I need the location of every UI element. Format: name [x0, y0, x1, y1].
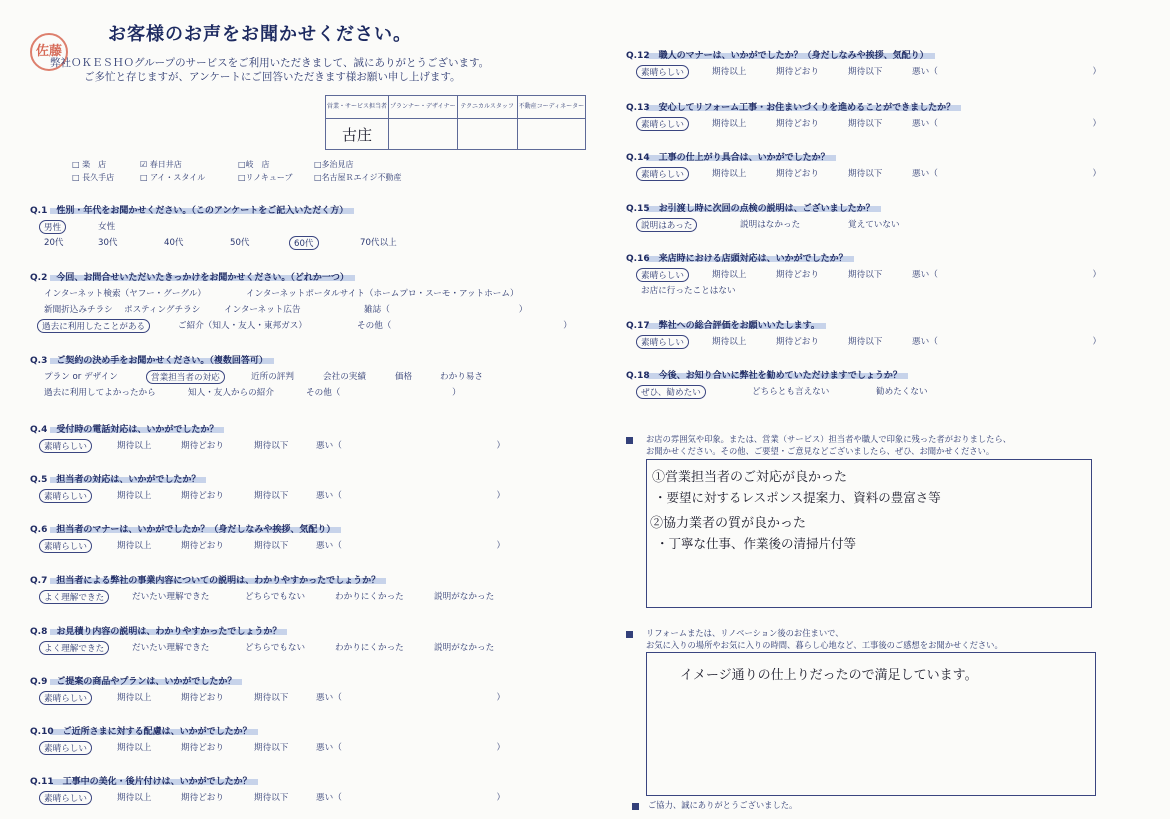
answer-option[interactable]: ポスティングチラシ	[124, 305, 201, 315]
answer-option[interactable]: 説明がなかった	[434, 643, 495, 653]
answer-option[interactable]: 40代	[164, 238, 184, 248]
answer-option[interactable]: 覚えていない	[848, 220, 900, 230]
store-checkbox[interactable]: □ 長久手店	[72, 173, 115, 182]
answer-option[interactable]: 悪い（ ）	[316, 491, 506, 501]
comments1-answer-2: ・要望に対するレスポンス提案力、資料の豊富さ等	[654, 490, 941, 505]
answer-option[interactable]: 期待以上	[117, 693, 152, 703]
comments1-answer-1: ①営業担当者のご対応が良かった	[652, 470, 848, 485]
staff-value: 古庄	[326, 119, 389, 150]
answer-option[interactable]: 期待以下	[848, 169, 883, 179]
answer-option[interactable]: 素晴らしい	[636, 335, 689, 349]
answer-option[interactable]: 期待以下	[848, 270, 883, 280]
answer-option[interactable]: 新聞折込みチラシ	[44, 305, 113, 315]
title-highlight	[646, 105, 961, 111]
answer-option[interactable]: 50代	[230, 238, 250, 248]
answer-option[interactable]: 悪い（ ）	[316, 743, 506, 753]
answer-option[interactable]: わかりにくかった	[335, 643, 404, 653]
answer-option[interactable]: その他（ ）	[306, 388, 461, 398]
page-title: お客様のお声をお聞かせください。	[108, 24, 412, 45]
question-title: Q.15 お引渡し時に次回の点検の説明は、ございましたか？	[626, 201, 875, 214]
answer-option[interactable]: わかりにくかった	[335, 592, 404, 602]
answer-option[interactable]: 勧めたくない	[876, 387, 928, 397]
question-title: Q.11 工事中の美化・後片付けは、いかがでしたか？	[30, 774, 252, 787]
title-highlight	[50, 427, 224, 433]
answer-option[interactable]: 期待どおり	[181, 541, 224, 551]
answer-option[interactable]: 期待以上	[712, 67, 747, 77]
answer-option[interactable]: 価格	[395, 372, 413, 382]
answer-option[interactable]: 期待どおり	[776, 270, 819, 280]
answer-option[interactable]: 期待以下	[254, 743, 289, 753]
answer-option[interactable]: 男性	[39, 220, 66, 234]
answer-option[interactable]: プラン or デザイン	[44, 372, 118, 382]
answer-option[interactable]: 期待以上	[712, 119, 747, 129]
answer-option[interactable]: 知人・友人からの紹介	[188, 388, 274, 398]
store-checkbox[interactable]: □ 楽 店	[72, 160, 107, 169]
answer-option[interactable]: 期待以上	[712, 169, 747, 179]
answer-option[interactable]: 素晴らしい	[636, 117, 689, 131]
answer-option[interactable]: どちらでもない	[245, 643, 306, 653]
answer-option[interactable]: 期待以下	[254, 441, 289, 451]
staff-table	[325, 95, 586, 150]
answer-option[interactable]: 期待どおり	[181, 441, 224, 451]
answer-option[interactable]: 20代	[44, 238, 64, 248]
title-highlight	[646, 53, 935, 59]
comments1-answer-3: ②協力業者の質が良かった	[650, 516, 807, 531]
answer-option[interactable]: 悪い（ ）	[316, 793, 506, 803]
answer-option[interactable]: 期待以下	[254, 541, 289, 551]
store-checkbox[interactable]: □岐 店	[238, 160, 270, 169]
answer-option[interactable]: 素晴らしい	[636, 167, 689, 181]
answer-option[interactable]: 悪い（ ）	[316, 693, 506, 703]
answer-option[interactable]: 期待どおり	[181, 693, 224, 703]
answer-option[interactable]: 期待どおり	[776, 67, 819, 77]
answer-option[interactable]: お店に行ったことはない	[641, 286, 736, 296]
answer-option[interactable]: 期待どおり	[776, 169, 819, 179]
title-highlight	[646, 373, 908, 379]
store-checkbox[interactable]: □ アイ・スタイル	[140, 173, 206, 182]
question-title: Q.10 ご近所さまに対する配慮は、いかがでしたか？	[30, 724, 252, 737]
section-bullet-icon	[626, 631, 633, 638]
question-title: Q.7 担当者による弊社の事業内容についての説明は、わかりやすかったでしょうか？	[30, 573, 380, 586]
answer-option[interactable]: 営業担当者の対応	[146, 370, 225, 384]
section-bullet-icon	[626, 437, 633, 444]
comments1-title-1: お店の雰囲気や印象。または、営業（サービス）担当者や職人で印象に残った者がおりましたら、	[646, 434, 1012, 444]
answer-option[interactable]: 悪い（ ）	[912, 270, 1102, 280]
answer-option[interactable]: 会社の実績	[323, 372, 366, 382]
answer-option[interactable]: 期待以上	[712, 270, 747, 280]
title-highlight	[646, 256, 854, 262]
question-title: Q.8 お見積り内容の説明は、わかりやすかったでしょうか？	[30, 624, 281, 637]
answer-option[interactable]: 期待以下	[848, 119, 883, 129]
comments1-title-2: お聞かせください。その他、ご要望・ご意見などございましたら、ぜひ、お聞かせください。	[646, 446, 995, 456]
answer-option[interactable]: 悪い（ ）	[316, 441, 506, 451]
answer-option[interactable]: 悪い（ ）	[912, 67, 1102, 77]
answer-option[interactable]: インターネット広告	[224, 305, 301, 315]
question-title: Q.1 性別・年代をお聞かせください。（このアンケートをご記入いただく方）	[30, 203, 348, 216]
question-title: Q.14 工事の仕上がり具合は、いかがでしたか？	[626, 150, 830, 163]
answer-option[interactable]: インターネット検索（ヤフー・グーグル）	[44, 289, 206, 299]
answer-option[interactable]: ぜひ、勧めたい	[636, 385, 706, 399]
answer-option[interactable]: 期待以下	[848, 337, 883, 347]
answer-option[interactable]: 説明はあった	[636, 218, 697, 232]
answer-option[interactable]: 素晴らしい	[636, 65, 689, 79]
question-title: Q.3 ご契約の決め手をお聞かせください。（複数回答可）	[30, 353, 268, 366]
title-highlight	[50, 275, 355, 281]
store-checkbox[interactable]: □多治見店	[314, 160, 354, 169]
answer-option[interactable]: 期待以上	[712, 337, 747, 347]
title-highlight	[646, 323, 826, 329]
title-highlight	[646, 206, 881, 212]
title-highlight	[50, 208, 354, 214]
staff-header: 営業・サービス担当者	[326, 96, 389, 119]
title-highlight	[50, 477, 206, 483]
answer-option[interactable]: 期待以上	[117, 541, 152, 551]
title-highlight	[50, 779, 258, 785]
answer-option[interactable]: 30代	[98, 238, 118, 248]
staff-value	[389, 119, 458, 150]
question-title: Q.2 今回、お問合せいただいたきっかけをお聞かせください。（どれか一つ）	[30, 270, 349, 283]
answer-option[interactable]: 説明がなかった	[434, 592, 495, 602]
answer-option[interactable]: 雑誌（ ）	[364, 305, 528, 315]
answer-option[interactable]: その他（ ）	[357, 321, 572, 331]
store-checkbox[interactable]: □名古屋Ｒエイジ不動産	[314, 173, 402, 182]
store-checkbox[interactable]: ☑ 春日井店	[140, 160, 182, 169]
answer-option[interactable]: 過去に利用したことがある	[37, 319, 150, 333]
answer-option[interactable]: 素晴らしい	[39, 691, 92, 705]
title-highlight	[50, 527, 341, 533]
question-title: Q.4 受付時の電話対応は、いかがでしたか？	[30, 422, 218, 435]
answer-option[interactable]: 近所の評判	[251, 372, 294, 382]
answer-option[interactable]: ご紹介（知人・友人・東邦ガス）	[178, 321, 307, 331]
staff-header: プランナー・デザイナー	[389, 96, 458, 119]
answer-option[interactable]: 女性	[98, 222, 116, 232]
answer-option[interactable]: 期待どおり	[181, 491, 224, 501]
answer-option[interactable]: 素晴らしい	[636, 268, 689, 282]
answer-option[interactable]: 期待どおり	[776, 119, 819, 129]
answer-option[interactable]: 期待以上	[117, 441, 152, 451]
question-title: Q.12 職人のマナーは、いかがでしたか？（身だしなみや挨拶、気配り）	[626, 48, 929, 61]
question-title: Q.18 今後、お知り合いに弊社を勧めていただけますでしょうか？	[626, 368, 902, 381]
answer-option[interactable]: 素晴らしい	[39, 539, 92, 553]
answer-option[interactable]: よく理解できた	[39, 641, 109, 655]
answer-option[interactable]: 期待どおり	[181, 793, 224, 803]
answer-option[interactable]: 期待以上	[117, 491, 152, 501]
seal-stamp: 佐藤	[30, 33, 68, 71]
answer-option[interactable]: 悪い（ ）	[912, 337, 1102, 347]
answer-option[interactable]: わかり易さ	[440, 372, 483, 382]
answer-option[interactable]: どちらでもない	[245, 592, 306, 602]
section-bullet-icon	[632, 803, 639, 810]
answer-option[interactable]: 素晴らしい	[39, 791, 92, 805]
title-highlight	[50, 578, 386, 584]
question-title: Q.9 ご提案の商品やプランは、いかがでしたか？	[30, 674, 236, 687]
answer-option[interactable]: 期待以下	[254, 793, 289, 803]
answer-option[interactable]: 期待以下	[254, 491, 289, 501]
staff-value	[517, 119, 586, 150]
footer-thanks: ご協力、誠にありがとうございました。	[648, 800, 798, 810]
answer-option[interactable]: 悪い（ ）	[316, 541, 506, 551]
question-title: Q.16 来店時における店頭対応は、いかがでしたか？	[626, 251, 848, 264]
answer-option[interactable]: 説明はなかった	[740, 220, 801, 230]
answer-option[interactable]: 期待以下	[254, 693, 289, 703]
title-highlight	[50, 679, 242, 685]
intro-line-2: ご多忙と存じますが、アンケートにご回答いただきます様お願い申し上げます。	[84, 71, 461, 83]
answer-option[interactable]: 悪い（ ）	[912, 169, 1102, 179]
answer-option[interactable]: 期待どおり	[181, 743, 224, 753]
question-title: Q.6 担当者のマナーは、いかがでしたか？（身だしなみや挨拶、気配り）	[30, 522, 335, 535]
answer-option[interactable]: 期待以上	[117, 793, 152, 803]
question-title: Q.5 担当者の対応は、いかがでしたか？	[30, 472, 200, 485]
answer-option[interactable]: 期待どおり	[776, 337, 819, 347]
answer-option[interactable]: 期待以上	[117, 743, 152, 753]
answer-option[interactable]: だいたい理解できた	[132, 643, 210, 653]
answer-option[interactable]: よく理解できた	[39, 590, 109, 604]
comments2-answer-1: イメージ通りの仕上りだったので満足しています。	[680, 668, 978, 683]
answer-option[interactable]: 過去に利用してよかったから	[44, 388, 156, 398]
answer-option[interactable]: 素晴らしい	[39, 741, 92, 755]
store-checkbox[interactable]: □リノキューブ	[238, 173, 293, 182]
staff-value	[457, 119, 517, 150]
question-title: Q.13 安心してリフォーム工事・お住まいづくりを進めることができましたか？	[626, 100, 955, 113]
title-highlight	[50, 629, 287, 635]
intro-line-1: 弊社ＯＫＥＳＨＯグループのサービスをご利用いただきまして、誠にありがとうございます。	[50, 57, 490, 69]
answer-option[interactable]: だいたい理解できた	[132, 592, 210, 602]
staff-header: テクニカルスタッフ	[457, 96, 517, 119]
answer-option[interactable]: 素晴らしい	[39, 489, 92, 503]
title-highlight	[50, 729, 258, 735]
title-highlight	[50, 358, 274, 364]
comments2-title-2: お気に入りの場所やお気に入りの時間、暮らし心地など、工事後のご感想をお聞かせください。	[646, 640, 1003, 650]
answer-option[interactable]: インターネットポータルサイト（ホームプロ・スーモ・アットホーム）	[246, 289, 519, 299]
comments2-title-1: リフォームまたは、リノベーション後のお住まいで、	[646, 628, 844, 638]
title-highlight	[646, 155, 836, 161]
staff-header: 不動産コーディネーター	[517, 96, 586, 119]
comments1-answer-4: ・丁寧な仕事、作業後の清掃片付等	[656, 536, 857, 551]
answer-option[interactable]: 期待以下	[848, 67, 883, 77]
answer-option[interactable]: 素晴らしい	[39, 439, 92, 453]
answer-option[interactable]: どちらとも言えない	[752, 387, 830, 397]
question-title: Q.17 弊社への総合評価をお願いいたします。	[626, 318, 820, 331]
answer-option[interactable]: 60代	[289, 236, 319, 250]
answer-option[interactable]: 70代以上	[360, 238, 397, 248]
answer-option[interactable]: 悪い（ ）	[912, 119, 1102, 129]
